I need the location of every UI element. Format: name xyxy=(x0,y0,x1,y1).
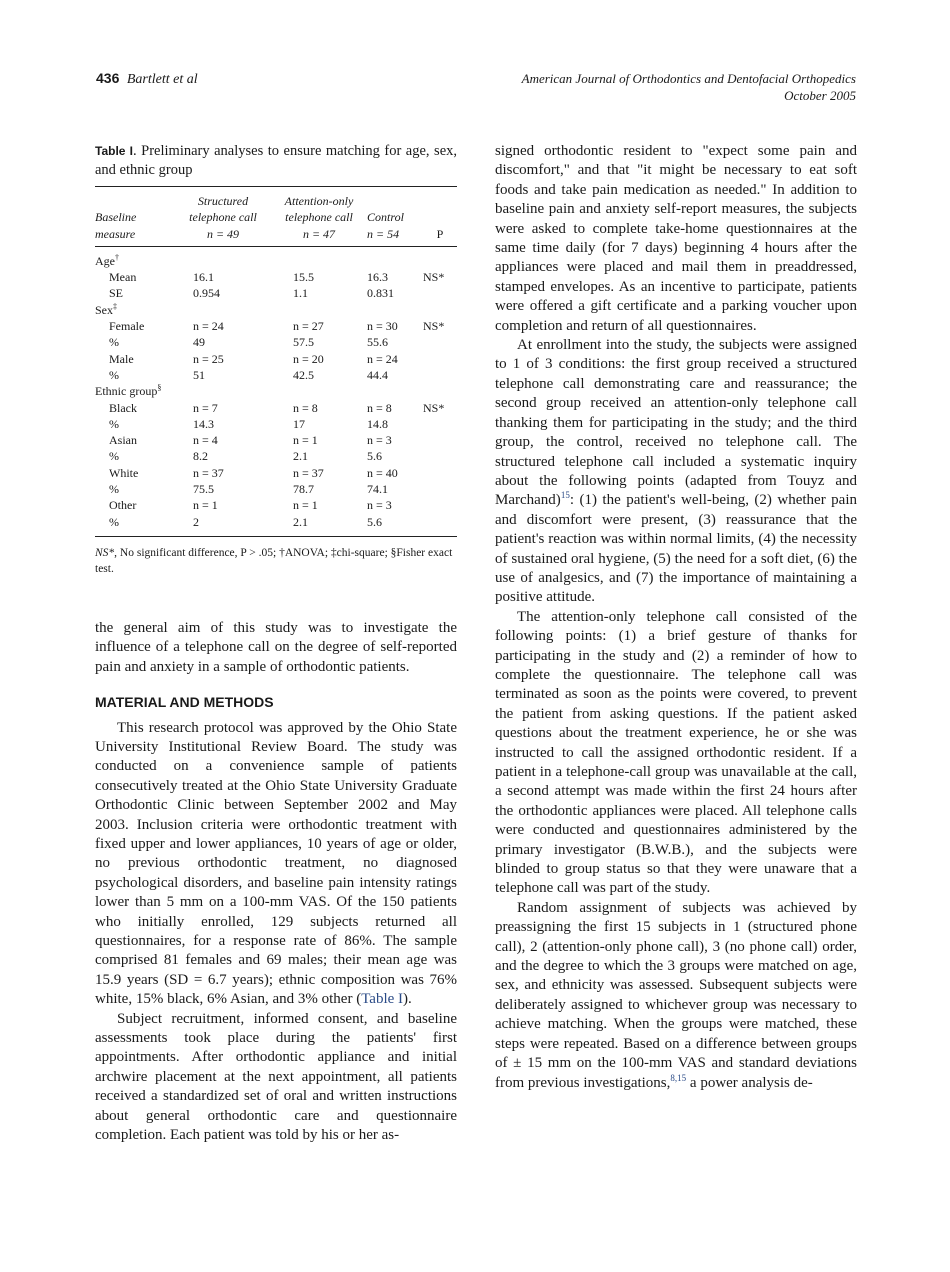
cell-structured: 8.2 xyxy=(193,449,208,464)
cell-p xyxy=(423,448,457,464)
table-row xyxy=(95,318,457,334)
cell-control: 5.6 xyxy=(367,449,382,464)
row-label: % xyxy=(109,416,119,431)
cell-control xyxy=(367,302,423,318)
cell-p xyxy=(423,367,457,383)
running-header-right xyxy=(522,70,856,104)
table-row xyxy=(95,383,457,399)
row-label: % xyxy=(109,482,119,497)
cell-p xyxy=(423,351,457,367)
paragraph-attention-call: The attention-only telephone call consisted of the following points: (1) a brief gesture of thanks for participating in the study and (2) a reminder of how to complete the questionnaire. The telephone call was terminated as soon as the points were covered, to prevent the patient from asking questions. If the patient asked questions about the treatment experience, he or she was instructed to call the assigned orthodontic resident. If a patient in a telephone-call group was unavailable at the call, a second attempt was made within the first 24 hours after the orthodontic appliances were placed. All telephone calls were conducted and questionnaires administered by the primary investigator (B.W.B.), and the subjects were blinded to group status so that they were unaware that a telephone call was part of the study. xyxy=(495,608,857,897)
row-label: Mean xyxy=(109,270,137,285)
cell-attention: 17 xyxy=(293,416,305,431)
cell-control: n = 30 xyxy=(367,319,398,334)
paragraph-protocol: This research protocol was approved by the Ohio State University Institutional Review Board. The study was conducted on a convenience sample of patients consecutively treated at the Ohio State University Graduate Orthodontic Clinic between September 2002 and May 2003. Inclusion criteria were orthodontic treatment with fixed upper and lower appliances, 10 years of age or older, no previous orthodontic treatment, no diagnosed psychological disorders, and baseline pain intensity ratings lower than 5 mm on a 100-mm VAS. Of the 150 patients who initially enrolled, 129 subjects returned all questionnaires, for a response rate of 86%. The sample comprised 81 females and 69 males; their mean age was 15.9 years (SD = 6.7 years); ethnic composition was 76% white, 15% black, 6% Asian, and 3% other (Table I). xyxy=(95,719,457,1008)
cell-p xyxy=(423,514,457,537)
cell-attention xyxy=(271,383,367,399)
cell-p xyxy=(423,416,457,432)
cell-structured: n = 7 xyxy=(193,400,218,415)
table-row xyxy=(95,448,457,464)
cell-attention xyxy=(271,302,367,318)
cell-attention: 2.1 xyxy=(293,449,308,464)
cell-attention: n = 8 xyxy=(293,400,318,415)
paragraph-instructions: signed orthodontic resident to "expect some pain and discomfort," and that "it might be necessary to eat soft foods and take pain medication as needed." In addition to baseline pain and anxiety self-report measures, the subjects were asked to complete take-home questionnaires at the same time daily (for 7 days) beginning 4 hours after the appliances were placed and mail them in preaddressed, stamped envelopes. As an incentive to participate, patients were offered a gift certificate and a parking voucher upon completion and return of all questionnaires. xyxy=(495,143,857,334)
paragraph-conditions: At enrollment into the study, the subjects were assigned to 1 of 3 conditions: the first group received a structured telephone call demonstrating care and reassurance; the second group received an attention-only telephone call thanking them for participating in the study; and the third group, the control, received no telephone call. The structured telephone call included a systematic inquiry about the following points (adapted from Touyz and Marchand)$^{15}$: (1) the patient's well-being, (2) whether pain and discomfort were present, (3) reassurance that the patient's reaction was within normal limits, (4) the necessity of sustained oral hygiene, (5) the need for a soft diet, (6) the use of analgesics, and (7) the importance of maintaining a positive attitude. xyxy=(495,337,857,606)
cell-p: NS* xyxy=(423,270,445,285)
cell-attention: n = 1 xyxy=(293,498,318,513)
col-header-structured: Structured telephone call n = 49 xyxy=(175,187,271,247)
cell-control: n = 40 xyxy=(367,465,398,480)
cell-structured: 2 xyxy=(175,514,271,537)
cell-attention: 78.7 xyxy=(293,482,314,497)
table-label: Table I xyxy=(95,144,134,158)
table-row xyxy=(95,400,457,416)
row-label: Ethnic group§ xyxy=(95,383,162,399)
cell-attention: n = 1 xyxy=(293,433,318,448)
cell-structured: 75.5 xyxy=(193,482,214,497)
table-caption xyxy=(95,142,457,180)
row-label: % xyxy=(109,335,119,350)
cell-attention: 1.1 xyxy=(293,286,308,301)
cell-control: n = 8 xyxy=(367,400,392,415)
col-header-control: Control n = 54 xyxy=(367,187,423,247)
row-label: White xyxy=(109,465,139,480)
cell-attention: 15.5 xyxy=(293,270,314,285)
section-heading-methods: MATERIAL AND METHODS xyxy=(95,694,274,711)
row-label: Female xyxy=(109,319,145,334)
table-row xyxy=(95,367,457,383)
row-label: % xyxy=(109,449,119,464)
table-row xyxy=(95,514,457,537)
cell-p: NS* xyxy=(423,319,445,334)
running-header-left xyxy=(96,70,198,88)
table-footnote: NS*, No significant difference, P > .05; †ANOVA; ‡chi-square; §Fisher exact test. xyxy=(95,546,453,575)
paragraph-random-assignment: Random assignment of subjects was achieved by preassigning the first 15 subjects in 1 (structured phone call), 2 (attention-only phone call), 3 (no phone call) order, and the degree to which the 3 groups were matched on age, sex, and ethnicity was assessed. Subsequent subjects were deliberately assigned to whichever group was necessary to achieve matching. When the groups were matched, these steps were repeated. Based on a difference between groups of ± 15 mm on the 100-mm VAS and standard deviations from previous investigations,$^{8,15}$ a power analysis de- xyxy=(495,899,857,1091)
citation-link[interactable]: 8,15 xyxy=(670,1072,687,1083)
issue-date: October 2005 xyxy=(784,88,856,103)
cell-structured: n = 1 xyxy=(193,498,218,513)
row-label: Male xyxy=(109,351,134,366)
cell-control: n = 3 xyxy=(367,498,392,513)
cell-attention: 42.5 xyxy=(293,367,314,382)
row-label: Sex‡ xyxy=(95,301,117,317)
cell-control: 0.831 xyxy=(367,286,394,301)
cell-p xyxy=(423,465,457,481)
cell-control: n = 24 xyxy=(367,351,398,366)
row-label: % xyxy=(95,514,175,537)
row-label: Other xyxy=(109,498,137,513)
row-label: Age† xyxy=(95,252,119,268)
table-row xyxy=(95,465,457,481)
cell-structured: n = 37 xyxy=(193,465,224,480)
citation-link[interactable]: 15 xyxy=(560,490,570,501)
paragraph-recruitment: Subject recruitment, informed consent, and baseline assessments took place during the patients' first appointments. After orthodontic appliance and initial archwire placement at the next appointment, all patients received a standardized set of oral and written instructions about general orthodontic care and questionnaire completion. Each patient was told by his or her as- xyxy=(95,1010,457,1144)
cell-structured xyxy=(175,383,271,399)
row-label: Asian xyxy=(109,433,137,448)
cell-structured: 16.1 xyxy=(193,270,214,285)
cell-control: 5.6 xyxy=(367,514,423,537)
cell-attention: n = 27 xyxy=(293,319,324,334)
table-row xyxy=(95,432,457,448)
cell-p xyxy=(423,285,457,301)
cell-attention: n = 37 xyxy=(293,465,324,480)
row-label: Black xyxy=(109,400,137,415)
table-row xyxy=(95,269,457,285)
table-header-row xyxy=(95,187,457,247)
page-number: 436 xyxy=(96,70,120,86)
cell-structured: n = 4 xyxy=(193,433,218,448)
journal-title: American Journal of Orthodontics and Dentofacial Orthopedics xyxy=(521,71,856,86)
cell-structured: n = 25 xyxy=(193,351,224,366)
cell-p xyxy=(423,383,457,399)
cell-structured: 51 xyxy=(193,367,205,382)
table-link[interactable]: Table I xyxy=(361,991,404,1008)
table-row xyxy=(95,334,457,350)
table-row xyxy=(95,302,457,318)
cell-p xyxy=(423,302,457,318)
table-row xyxy=(95,351,457,367)
cell-structured: 14.3 xyxy=(193,416,214,431)
cell-control: 14.8 xyxy=(367,416,388,431)
cell-structured xyxy=(175,302,271,318)
cell-p xyxy=(423,334,457,350)
table-row xyxy=(95,285,457,301)
cell-structured: n = 24 xyxy=(193,319,224,334)
cell-control xyxy=(367,246,423,269)
cell-p xyxy=(423,432,457,448)
col-header-p: P xyxy=(423,187,457,247)
cell-structured: 0.954 xyxy=(193,286,220,301)
col-header-baseline: Baseline measure xyxy=(95,187,175,247)
cell-p xyxy=(423,481,457,497)
cell-attention: 2.1 xyxy=(271,514,367,537)
cell-attention xyxy=(271,246,367,269)
cell-attention: 57.5 xyxy=(293,335,314,350)
cell-structured: 49 xyxy=(193,335,205,350)
cell-control: 74.1 xyxy=(367,482,388,497)
cell-control xyxy=(367,383,423,399)
cell-control: 44.4 xyxy=(367,367,388,382)
row-label: SE xyxy=(109,286,124,301)
cell-control: n = 3 xyxy=(367,433,392,448)
cell-p: NS* xyxy=(423,400,445,415)
paragraph-intro-end: the general aim of this study was to investigate the influence of a telephone call on the degree of self-reported pain and anxiety in a sample of orthodontic patients. xyxy=(95,619,457,675)
cell-p xyxy=(423,246,457,269)
table-caption-text: . Preliminary analyses to ensure matching for age, sex, and ethnic group xyxy=(95,143,458,178)
right-column xyxy=(495,142,857,1093)
row-label: % xyxy=(109,367,119,382)
cell-attention: n = 20 xyxy=(293,351,324,366)
running-authors: Bartlett et al xyxy=(126,72,198,87)
table-row xyxy=(95,481,457,497)
table-row xyxy=(95,416,457,432)
cell-p xyxy=(423,497,457,513)
cell-structured xyxy=(175,246,271,269)
table-row xyxy=(95,246,457,269)
table-row xyxy=(95,497,457,513)
matching-table xyxy=(95,186,457,537)
left-column xyxy=(95,142,457,1146)
cell-control: 55.6 xyxy=(367,335,388,350)
cell-control: 16.3 xyxy=(367,270,388,285)
col-header-attention: Attention-only telephone call n = 47 xyxy=(271,187,367,247)
